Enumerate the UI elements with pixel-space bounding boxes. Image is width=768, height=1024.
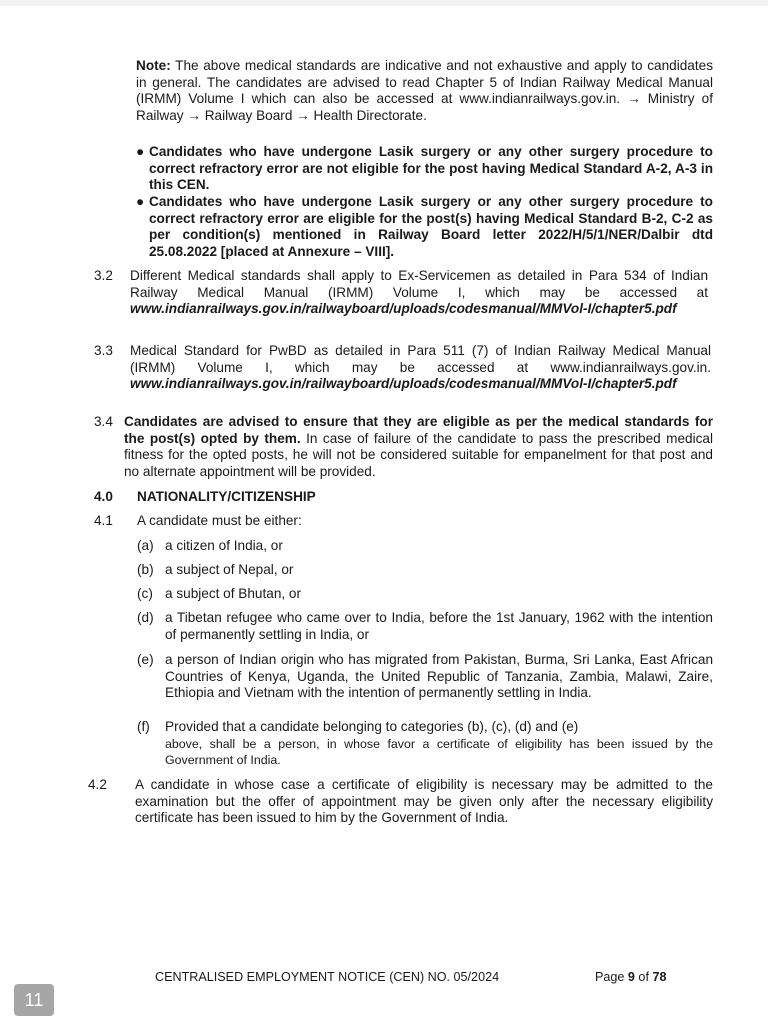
section-3-3-body: Medical Standard for PwBD as detailed in Para 511 (7) of Indian Railway Medical Manual (IRMM) Volume I, which may be accessed at www.indianrailways.gov.in. bbox=[130, 343, 711, 375]
list-item-text-line1: Provided that a candidate belonging to categories (b), (c), (d) and (e) bbox=[165, 719, 579, 734]
section-4-2-number: 4.2 bbox=[88, 777, 107, 792]
footer-page-of: of bbox=[634, 970, 653, 984]
section-3-4-body: In case of failure of the candidate to pass the prescribed medical fitness for the opted posts, he will not be considered suitable for empanelment for that post and no alternate appointment will be provided. bbox=[124, 430, 714, 479]
list-item-label: (d) bbox=[137, 610, 154, 625]
list-item-text: a Tibetan refugee who came over to India, before the 1st January, 1962 with the intention of permanently settling in India, or bbox=[165, 610, 713, 642]
note-paragraph bbox=[136, 58, 713, 124]
bullet-item-1: Candidates who have undergone Lasik surgery or any other surgery procedure to correct refractory error are not eligible for the post having Medical Standard A-2, A-3 in this CEN. bbox=[149, 144, 713, 193]
list-item-label: (f) bbox=[137, 719, 150, 734]
list-item-text: a person of Indian origin who has migrated from Pakistan, Burma, Sri Lanka, East African Countries of Kenya, Uganda, the United Republic of Tanzania, Zambia, Malawi, Zaire, Ethiopia and Vietnam with the intention of permanently settling in India. bbox=[165, 652, 713, 701]
section-3-3-text bbox=[130, 343, 711, 393]
section-4-1-number: 4.1 bbox=[94, 513, 113, 528]
list-item-label: (c) bbox=[137, 586, 153, 601]
document-page bbox=[0, 6, 768, 1024]
section-4-2-text: A candidate in whose case a certificate of eligibility is necessary may be admitted to the examination but the offer of appointment may be given only after the necessary eligibility certificate has been issued to him by the Government of India. bbox=[135, 777, 713, 826]
section-3-2-body: Different Medical standards shall apply to Ex-Servicemen as detailed in Para 534 of Indian Railway Medical Manual (IRMM) Volume I, which may be accessed at bbox=[130, 268, 708, 300]
footer-page-number bbox=[595, 970, 666, 984]
section-3-4-text bbox=[124, 414, 713, 480]
list-item-label: (e) bbox=[137, 652, 154, 667]
section-4-0-number: 4.0 bbox=[94, 489, 113, 504]
section-3-3-number: 3.3 bbox=[94, 343, 113, 358]
note-text: The above medical standards are indicative and not exhaustive and apply to candidates in general. The candidates are advised to read Chapter 5 of Indian Railway Medical Manual (IRMM) Volume I which can also be accessed at www.indianrailways.gov.in. → Ministry of Railway → Railway Board → Health Directorate. bbox=[136, 58, 713, 123]
footer-page-total: 78 bbox=[652, 970, 667, 984]
note-label: Note: bbox=[136, 58, 171, 73]
section-3-4-number: 3.4 bbox=[94, 414, 113, 429]
section-3-2-text bbox=[130, 268, 708, 318]
viewer-page-badge[interactable]: 11 bbox=[14, 984, 54, 1016]
list-item-text-rest: above, shall be a person, in whose favor a certificate of eligibility has been issued by the Government of India. bbox=[165, 736, 713, 768]
section-4-1-text: A candidate must be either: bbox=[137, 513, 302, 528]
list-item-text: a citizen of India, or bbox=[165, 538, 283, 553]
section-4-0-title: NATIONALITY/CITIZENSHIP bbox=[137, 489, 316, 504]
section-3-4-bold: Candidates are advised to ensure that they are eligible as per the medical standards for the post(s) opted by them. bbox=[124, 414, 713, 446]
list-item-text bbox=[165, 719, 713, 769]
bullet-dot-1: ● bbox=[136, 144, 145, 159]
footer-page-current: 9 bbox=[627, 970, 635, 984]
list-item-text: a subject of Nepal, or bbox=[165, 562, 294, 577]
bullet-dot-2: ● bbox=[136, 194, 145, 209]
footer-page-prefix: Page bbox=[595, 970, 628, 984]
footer-notice: CENTRALISED EMPLOYMENT NOTICE (CEN) NO. 05/2024 bbox=[155, 970, 500, 984]
section-3-3-link[interactable]: www.indianrailways.gov.in/railwayboard/uploads/codesmanual/MMVol-I/chapter5.pdf bbox=[130, 376, 677, 392]
section-3-2-number: 3.2 bbox=[94, 268, 113, 283]
list-item-label: (a) bbox=[137, 538, 154, 553]
list-item-text: a subject of Bhutan, or bbox=[165, 586, 302, 601]
bullet-item-2: Candidates who have undergone Lasik surgery or any other surgery procedure to correct refractory error are eligible for the post(s) having Medical Standard B-2, C-2 as per condition(s) mentioned in Railway Board letter 2022/H/5/1/NER/Dalbir dtd 25.08.2022 [placed at Annexure – VIII]. bbox=[149, 194, 713, 259]
list-item-label: (b) bbox=[137, 562, 154, 577]
section-3-2-link[interactable]: www.indianrailways.gov.in/railwayboard/uploads/codesmanual/MMVol-I/chapter5.pdf bbox=[130, 301, 677, 317]
